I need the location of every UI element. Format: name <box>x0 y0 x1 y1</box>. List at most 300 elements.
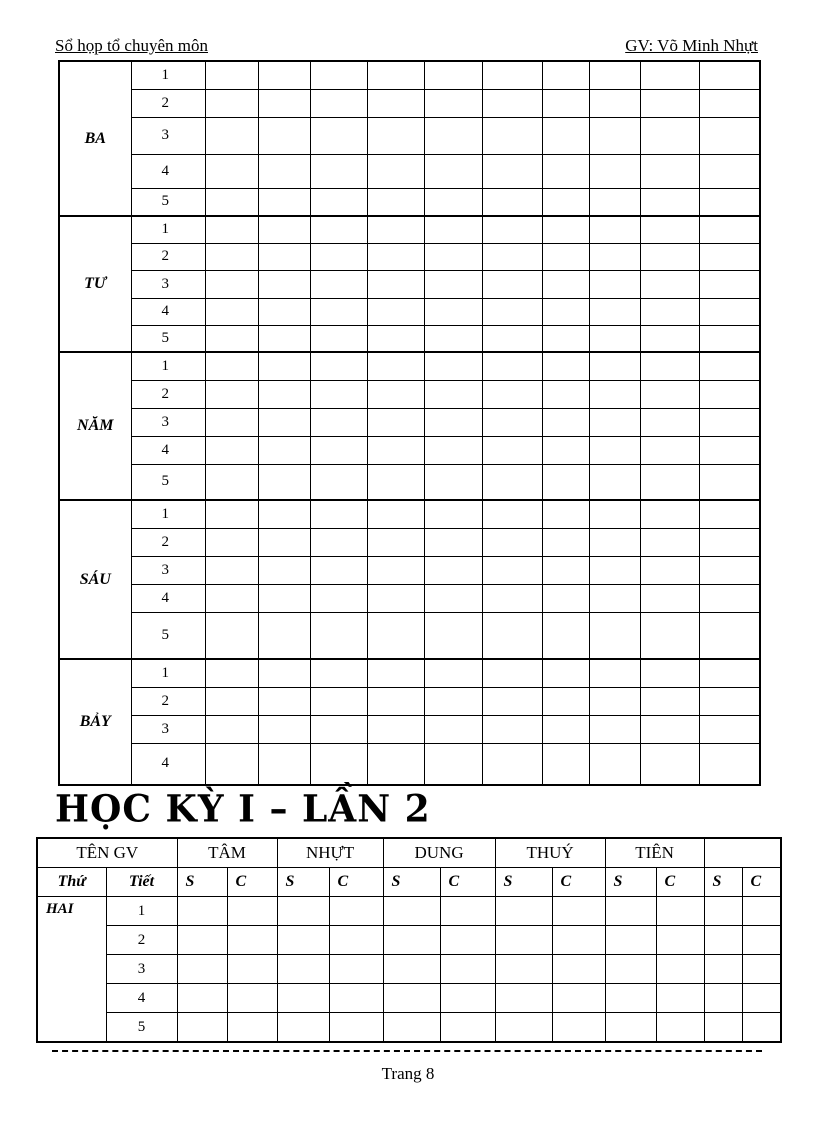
schedule-cell[interactable] <box>605 955 656 984</box>
schedule-cell[interactable] <box>383 984 440 1013</box>
schedule-cell[interactable] <box>589 659 640 687</box>
schedule-cell[interactable] <box>482 584 542 612</box>
schedule-cell[interactable] <box>699 659 760 687</box>
schedule-cell[interactable] <box>542 298 589 325</box>
schedule-cell[interactable] <box>656 984 704 1013</box>
schedule-cell[interactable] <box>542 612 589 659</box>
schedule-cell[interactable] <box>424 298 482 325</box>
schedule-cell[interactable] <box>482 715 542 743</box>
schedule-cell[interactable] <box>699 584 760 612</box>
schedule-cell[interactable] <box>440 984 495 1013</box>
schedule-cell[interactable] <box>542 500 589 528</box>
schedule-cell[interactable] <box>258 715 310 743</box>
schedule-cell[interactable] <box>552 955 605 984</box>
schedule-cell[interactable] <box>310 270 367 298</box>
schedule-cell[interactable] <box>367 584 424 612</box>
schedule-cell[interactable] <box>205 380 258 408</box>
schedule-cell[interactable] <box>589 154 640 188</box>
schedule-cell[interactable] <box>552 926 605 955</box>
schedule-cell[interactable] <box>424 556 482 584</box>
schedule-cell[interactable] <box>424 61 482 89</box>
schedule-cell[interactable] <box>424 154 482 188</box>
schedule-cell[interactable] <box>310 325 367 352</box>
schedule-cell[interactable] <box>542 743 589 785</box>
schedule-cell[interactable] <box>310 659 367 687</box>
schedule-cell[interactable] <box>205 715 258 743</box>
schedule-cell[interactable] <box>329 1013 383 1043</box>
schedule-cell[interactable] <box>589 743 640 785</box>
schedule-cell[interactable] <box>605 984 656 1013</box>
schedule-cell[interactable] <box>440 897 495 926</box>
schedule-cell[interactable] <box>310 408 367 436</box>
schedule-cell[interactable] <box>258 61 310 89</box>
schedule-cell[interactable] <box>205 556 258 584</box>
schedule-cell[interactable] <box>640 380 699 408</box>
schedule-cell[interactable] <box>704 984 742 1013</box>
schedule-cell[interactable] <box>656 1013 704 1043</box>
schedule-cell[interactable] <box>495 926 552 955</box>
schedule-cell[interactable] <box>205 352 258 380</box>
schedule-cell[interactable] <box>177 1013 227 1043</box>
schedule-cell[interactable] <box>310 188 367 216</box>
schedule-cell[interactable] <box>542 325 589 352</box>
schedule-cell[interactable] <box>589 89 640 117</box>
schedule-cell[interactable] <box>258 380 310 408</box>
schedule-cell[interactable] <box>367 89 424 117</box>
schedule-cell[interactable] <box>367 61 424 89</box>
schedule-cell[interactable] <box>495 955 552 984</box>
schedule-cell[interactable] <box>424 270 482 298</box>
schedule-cell[interactable] <box>277 897 329 926</box>
schedule-cell[interactable] <box>367 659 424 687</box>
schedule-cell[interactable] <box>482 659 542 687</box>
schedule-cell[interactable] <box>205 408 258 436</box>
schedule-cell[interactable] <box>542 528 589 556</box>
schedule-cell[interactable] <box>310 584 367 612</box>
schedule-cell[interactable] <box>482 154 542 188</box>
schedule-cell[interactable] <box>482 687 542 715</box>
schedule-cell[interactable] <box>589 500 640 528</box>
schedule-cell[interactable] <box>699 743 760 785</box>
schedule-cell[interactable] <box>640 216 699 243</box>
schedule-cell[interactable] <box>367 352 424 380</box>
schedule-cell[interactable] <box>656 926 704 955</box>
schedule-cell[interactable] <box>258 243 310 270</box>
schedule-cell[interactable] <box>367 743 424 785</box>
schedule-cell[interactable] <box>205 743 258 785</box>
schedule-cell[interactable] <box>495 897 552 926</box>
schedule-cell[interactable] <box>310 556 367 584</box>
schedule-cell[interactable] <box>542 352 589 380</box>
schedule-cell[interactable] <box>367 243 424 270</box>
schedule-cell[interactable] <box>482 500 542 528</box>
schedule-cell[interactable] <box>589 61 640 89</box>
schedule-cell[interactable] <box>383 897 440 926</box>
schedule-cell[interactable] <box>589 584 640 612</box>
schedule-cell[interactable] <box>258 464 310 500</box>
schedule-cell[interactable] <box>605 1013 656 1043</box>
schedule-cell[interactable] <box>258 216 310 243</box>
schedule-cell[interactable] <box>542 61 589 89</box>
schedule-cell[interactable] <box>605 926 656 955</box>
schedule-cell[interactable] <box>205 298 258 325</box>
schedule-cell[interactable] <box>542 216 589 243</box>
schedule-cell[interactable] <box>310 243 367 270</box>
schedule-cell[interactable] <box>542 584 589 612</box>
schedule-cell[interactable] <box>640 659 699 687</box>
schedule-cell[interactable] <box>742 955 781 984</box>
schedule-cell[interactable] <box>367 687 424 715</box>
schedule-cell[interactable] <box>424 408 482 436</box>
schedule-cell[interactable] <box>177 926 227 955</box>
schedule-cell[interactable] <box>329 955 383 984</box>
schedule-cell[interactable] <box>424 243 482 270</box>
schedule-cell[interactable] <box>424 715 482 743</box>
schedule-cell[interactable] <box>482 436 542 464</box>
schedule-cell[interactable] <box>699 715 760 743</box>
schedule-cell[interactable] <box>383 926 440 955</box>
schedule-cell[interactable] <box>640 715 699 743</box>
schedule-cell[interactable] <box>205 528 258 556</box>
schedule-cell[interactable] <box>742 926 781 955</box>
schedule-cell[interactable] <box>440 1013 495 1043</box>
schedule-cell[interactable] <box>310 216 367 243</box>
schedule-cell[interactable] <box>258 743 310 785</box>
schedule-cell[interactable] <box>310 89 367 117</box>
schedule-cell[interactable] <box>258 154 310 188</box>
schedule-cell[interactable] <box>424 352 482 380</box>
schedule-cell[interactable] <box>310 500 367 528</box>
schedule-cell[interactable] <box>424 528 482 556</box>
schedule-cell[interactable] <box>424 89 482 117</box>
schedule-cell[interactable] <box>605 897 656 926</box>
schedule-cell[interactable] <box>542 89 589 117</box>
schedule-cell[interactable] <box>277 955 329 984</box>
schedule-cell[interactable] <box>699 612 760 659</box>
schedule-cell[interactable] <box>542 687 589 715</box>
schedule-cell[interactable] <box>699 188 760 216</box>
schedule-cell[interactable] <box>227 926 277 955</box>
schedule-cell[interactable] <box>640 687 699 715</box>
schedule-cell[interactable] <box>424 612 482 659</box>
schedule-cell[interactable] <box>589 612 640 659</box>
schedule-cell[interactable] <box>258 500 310 528</box>
schedule-cell[interactable] <box>589 243 640 270</box>
schedule-cell[interactable] <box>258 436 310 464</box>
schedule-cell[interactable] <box>367 715 424 743</box>
schedule-cell[interactable] <box>640 270 699 298</box>
schedule-cell[interactable] <box>699 352 760 380</box>
schedule-cell[interactable] <box>205 500 258 528</box>
schedule-cell[interactable] <box>177 955 227 984</box>
schedule-cell[interactable] <box>258 325 310 352</box>
schedule-cell[interactable] <box>542 408 589 436</box>
schedule-cell[interactable] <box>640 584 699 612</box>
schedule-cell[interactable] <box>383 955 440 984</box>
schedule-cell[interactable] <box>699 380 760 408</box>
schedule-cell[interactable] <box>482 216 542 243</box>
schedule-cell[interactable] <box>424 325 482 352</box>
schedule-cell[interactable] <box>310 380 367 408</box>
schedule-cell[interactable] <box>699 154 760 188</box>
schedule-cell[interactable] <box>640 352 699 380</box>
schedule-cell[interactable] <box>589 408 640 436</box>
schedule-cell[interactable] <box>589 325 640 352</box>
schedule-cell[interactable] <box>640 89 699 117</box>
schedule-cell[interactable] <box>277 926 329 955</box>
schedule-cell[interactable] <box>367 216 424 243</box>
schedule-cell[interactable] <box>589 117 640 154</box>
schedule-cell[interactable] <box>742 897 781 926</box>
schedule-cell[interactable] <box>482 612 542 659</box>
schedule-cell[interactable] <box>258 528 310 556</box>
schedule-cell[interactable] <box>205 243 258 270</box>
schedule-cell[interactable] <box>482 89 542 117</box>
schedule-cell[interactable] <box>699 89 760 117</box>
schedule-cell[interactable] <box>640 743 699 785</box>
schedule-cell[interactable] <box>205 687 258 715</box>
schedule-cell[interactable] <box>310 61 367 89</box>
schedule-cell[interactable] <box>482 298 542 325</box>
schedule-cell[interactable] <box>424 436 482 464</box>
schedule-cell[interactable] <box>542 464 589 500</box>
schedule-cell[interactable] <box>205 270 258 298</box>
schedule-cell[interactable] <box>482 61 542 89</box>
schedule-cell[interactable] <box>227 897 277 926</box>
schedule-cell[interactable] <box>495 984 552 1013</box>
schedule-cell[interactable] <box>424 687 482 715</box>
schedule-cell[interactable] <box>552 1013 605 1043</box>
schedule-cell[interactable] <box>704 897 742 926</box>
schedule-cell[interactable] <box>704 955 742 984</box>
schedule-cell[interactable] <box>440 926 495 955</box>
schedule-cell[interactable] <box>742 984 781 1013</box>
schedule-cell[interactable] <box>205 89 258 117</box>
schedule-cell[interactable] <box>482 188 542 216</box>
schedule-cell[interactable] <box>424 500 482 528</box>
schedule-cell[interactable] <box>704 1013 742 1043</box>
schedule-cell[interactable] <box>258 117 310 154</box>
schedule-cell[interactable] <box>310 687 367 715</box>
schedule-cell[interactable] <box>699 61 760 89</box>
schedule-cell[interactable] <box>482 325 542 352</box>
schedule-cell[interactable] <box>552 897 605 926</box>
schedule-cell[interactable] <box>424 659 482 687</box>
schedule-cell[interactable] <box>640 528 699 556</box>
schedule-cell[interactable] <box>177 984 227 1013</box>
schedule-cell[interactable] <box>205 464 258 500</box>
schedule-cell[interactable] <box>589 298 640 325</box>
schedule-cell[interactable] <box>640 154 699 188</box>
schedule-cell[interactable] <box>258 298 310 325</box>
schedule-cell[interactable] <box>367 528 424 556</box>
schedule-cell[interactable] <box>699 117 760 154</box>
schedule-cell[interactable] <box>542 117 589 154</box>
schedule-cell[interactable] <box>640 325 699 352</box>
schedule-cell[interactable] <box>258 89 310 117</box>
schedule-cell[interactable] <box>482 408 542 436</box>
schedule-cell[interactable] <box>205 117 258 154</box>
schedule-cell[interactable] <box>640 464 699 500</box>
schedule-cell[interactable] <box>542 715 589 743</box>
schedule-cell[interactable] <box>258 584 310 612</box>
schedule-cell[interactable] <box>310 612 367 659</box>
schedule-cell[interactable] <box>367 408 424 436</box>
schedule-cell[interactable] <box>177 897 227 926</box>
schedule-cell[interactable] <box>367 556 424 584</box>
schedule-cell[interactable] <box>640 298 699 325</box>
schedule-cell[interactable] <box>424 188 482 216</box>
schedule-cell[interactable] <box>699 325 760 352</box>
schedule-cell[interactable] <box>542 188 589 216</box>
schedule-cell[interactable] <box>640 243 699 270</box>
schedule-cell[interactable] <box>699 298 760 325</box>
schedule-cell[interactable] <box>589 464 640 500</box>
schedule-cell[interactable] <box>205 612 258 659</box>
schedule-cell[interactable] <box>589 556 640 584</box>
schedule-cell[interactable] <box>699 216 760 243</box>
schedule-cell[interactable] <box>258 612 310 659</box>
schedule-cell[interactable] <box>699 436 760 464</box>
schedule-cell[interactable] <box>699 528 760 556</box>
schedule-cell[interactable] <box>640 436 699 464</box>
schedule-cell[interactable] <box>258 408 310 436</box>
schedule-cell[interactable] <box>258 687 310 715</box>
schedule-cell[interactable] <box>699 270 760 298</box>
schedule-cell[interactable] <box>367 380 424 408</box>
schedule-cell[interactable] <box>589 687 640 715</box>
schedule-cell[interactable] <box>424 380 482 408</box>
schedule-cell[interactable] <box>277 984 329 1013</box>
schedule-cell[interactable] <box>367 188 424 216</box>
schedule-cell[interactable] <box>482 743 542 785</box>
schedule-cell[interactable] <box>542 436 589 464</box>
schedule-cell[interactable] <box>227 984 277 1013</box>
schedule-cell[interactable] <box>367 270 424 298</box>
schedule-cell[interactable] <box>424 584 482 612</box>
schedule-cell[interactable] <box>495 1013 552 1043</box>
schedule-cell[interactable] <box>482 243 542 270</box>
schedule-cell[interactable] <box>424 117 482 154</box>
schedule-cell[interactable] <box>310 436 367 464</box>
schedule-cell[interactable] <box>258 188 310 216</box>
schedule-cell[interactable] <box>640 188 699 216</box>
schedule-cell[interactable] <box>277 1013 329 1043</box>
schedule-cell[interactable] <box>424 743 482 785</box>
schedule-cell[interactable] <box>227 955 277 984</box>
schedule-cell[interactable] <box>367 436 424 464</box>
schedule-cell[interactable] <box>367 500 424 528</box>
schedule-cell[interactable] <box>367 117 424 154</box>
schedule-cell[interactable] <box>367 464 424 500</box>
schedule-cell[interactable] <box>227 1013 277 1043</box>
schedule-cell[interactable] <box>310 154 367 188</box>
schedule-cell[interactable] <box>310 464 367 500</box>
schedule-cell[interactable] <box>589 436 640 464</box>
schedule-cell[interactable] <box>205 61 258 89</box>
schedule-cell[interactable] <box>640 61 699 89</box>
schedule-cell[interactable] <box>258 556 310 584</box>
schedule-cell[interactable] <box>424 216 482 243</box>
schedule-cell[interactable] <box>589 352 640 380</box>
schedule-cell[interactable] <box>205 188 258 216</box>
schedule-cell[interactable] <box>205 325 258 352</box>
schedule-cell[interactable] <box>310 528 367 556</box>
schedule-cell[interactable] <box>310 117 367 154</box>
schedule-cell[interactable] <box>310 743 367 785</box>
schedule-cell[interactable] <box>367 154 424 188</box>
schedule-cell[interactable] <box>205 659 258 687</box>
schedule-cell[interactable] <box>640 408 699 436</box>
schedule-cell[interactable] <box>656 897 704 926</box>
schedule-cell[interactable] <box>329 984 383 1013</box>
schedule-cell[interactable] <box>699 556 760 584</box>
schedule-cell[interactable] <box>205 216 258 243</box>
schedule-cell[interactable] <box>482 464 542 500</box>
schedule-cell[interactable] <box>258 659 310 687</box>
schedule-cell[interactable] <box>589 216 640 243</box>
schedule-cell[interactable] <box>699 408 760 436</box>
schedule-cell[interactable] <box>699 243 760 270</box>
schedule-cell[interactable] <box>542 659 589 687</box>
schedule-cell[interactable] <box>640 117 699 154</box>
schedule-cell[interactable] <box>704 926 742 955</box>
schedule-cell[interactable] <box>542 556 589 584</box>
schedule-cell[interactable] <box>542 270 589 298</box>
schedule-cell[interactable] <box>310 298 367 325</box>
schedule-cell[interactable] <box>367 298 424 325</box>
schedule-cell[interactable] <box>699 687 760 715</box>
schedule-cell[interactable] <box>482 352 542 380</box>
schedule-cell[interactable] <box>482 270 542 298</box>
schedule-cell[interactable] <box>329 897 383 926</box>
schedule-cell[interactable] <box>367 325 424 352</box>
schedule-cell[interactable] <box>542 380 589 408</box>
schedule-cell[interactable] <box>383 1013 440 1043</box>
schedule-cell[interactable] <box>742 1013 781 1043</box>
schedule-cell[interactable] <box>329 926 383 955</box>
schedule-cell[interactable] <box>205 154 258 188</box>
schedule-cell[interactable] <box>482 380 542 408</box>
schedule-cell[interactable] <box>589 380 640 408</box>
schedule-cell[interactable] <box>482 528 542 556</box>
schedule-cell[interactable] <box>589 528 640 556</box>
schedule-cell[interactable] <box>310 352 367 380</box>
schedule-cell[interactable] <box>542 243 589 270</box>
schedule-cell[interactable] <box>542 154 589 188</box>
schedule-cell[interactable] <box>640 612 699 659</box>
schedule-cell[interactable] <box>589 715 640 743</box>
schedule-cell[interactable] <box>699 500 760 528</box>
schedule-cell[interactable] <box>310 715 367 743</box>
schedule-cell[interactable] <box>424 464 482 500</box>
schedule-cell[interactable] <box>367 612 424 659</box>
schedule-cell[interactable] <box>258 270 310 298</box>
schedule-cell[interactable] <box>552 984 605 1013</box>
schedule-cell[interactable] <box>640 500 699 528</box>
schedule-cell[interactable] <box>656 955 704 984</box>
schedule-cell[interactable] <box>640 556 699 584</box>
schedule-cell[interactable] <box>589 188 640 216</box>
schedule-cell[interactable] <box>258 352 310 380</box>
schedule-cell[interactable] <box>482 117 542 154</box>
schedule-cell[interactable] <box>205 584 258 612</box>
schedule-cell[interactable] <box>205 436 258 464</box>
schedule-cell[interactable] <box>589 270 640 298</box>
schedule-cell[interactable] <box>699 464 760 500</box>
schedule-cell[interactable] <box>440 955 495 984</box>
schedule-cell[interactable] <box>482 556 542 584</box>
